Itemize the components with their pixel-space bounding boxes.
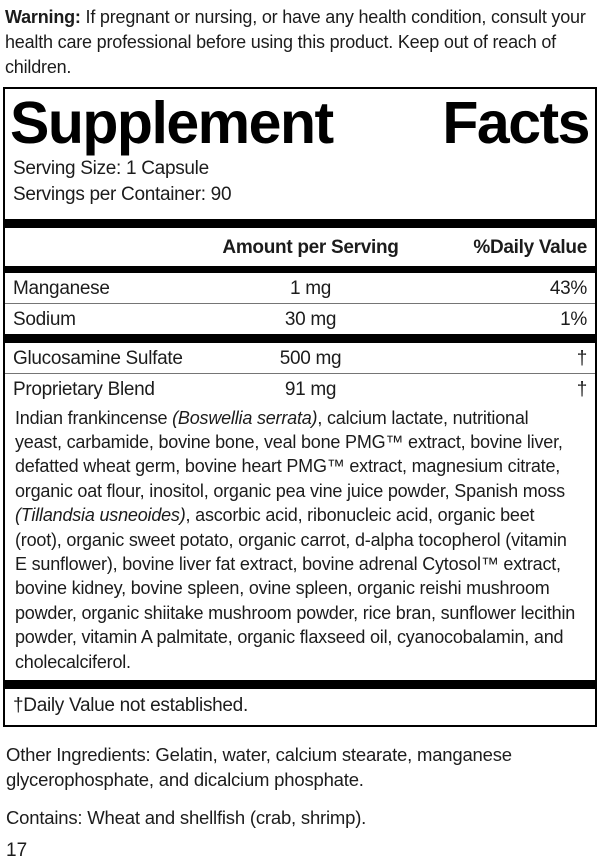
other-ingredients-text: Other Ingredients: Gelatin, water, calcium stearate, manganese glycerophosphate, and dicalcium phosphate. — [6, 744, 512, 791]
allergen-contains-text: Contains: Wheat and shellfish (crab, shrimp). — [6, 807, 367, 829]
panel-title — [5, 89, 595, 156]
header-spacer — [13, 236, 218, 259]
nutrient-amount: 91 mg — [284, 378, 337, 400]
daily-value-footnote: †Daily Value not established. — [13, 695, 248, 717]
serving-size: Serving Size: 1 Capsule — [13, 157, 209, 179]
warning-label: Warning: — [5, 7, 81, 27]
nutrient-name: Glucosamine Sulfate — [13, 347, 183, 369]
nutrient-row-proprietary-blend — [5, 374, 595, 404]
warning-body: If pregnant or nursing, or have any health condition, consult your health care professional before using this product. Keep out of reach of children. — [5, 7, 586, 77]
col-header-daily-value: %Daily Value — [473, 236, 587, 258]
panel-title-word-2: Facts — [442, 90, 589, 156]
nutrient-daily-value: 1% — [560, 308, 587, 330]
nutrient-daily-value: † — [576, 347, 587, 369]
nutrient-name: Sodium — [13, 308, 76, 330]
nutrient-name: Manganese — [13, 277, 110, 299]
nutrient-amount: 30 mg — [284, 308, 337, 330]
nutrient-row-manganese — [5, 273, 595, 304]
nutrient-amount: 1 mg — [289, 277, 332, 299]
nutrient-row-glucosamine-sulfate — [5, 343, 595, 374]
panel-title-word-1: Supplement — [10, 90, 333, 156]
servings-per-container: Servings per Container: 90 — [13, 183, 232, 205]
nutrient-daily-value: † — [576, 378, 587, 400]
table-header-row — [5, 228, 595, 266]
warning-text — [3, 5, 597, 80]
divider-thick-bottom — [5, 680, 595, 689]
divider-under-header — [5, 266, 595, 273]
supplement-facts-panel — [3, 87, 597, 727]
col-header-amount: Amount per Serving — [222, 236, 399, 258]
nutrient-name: Proprietary Blend — [13, 378, 155, 400]
nutrient-daily-value: 43% — [549, 277, 587, 299]
divider-thick-middle — [5, 334, 595, 343]
proprietary-blend-description: Indian frankincense (Boswellia serrata), calcium lactate, nutritional yeast, carbamide, bovine bone, veal bone PMG™ extract, bovine liver, defatted wheat germ, bovine heart PMG™ extract, magnesium citrate, organic oat flour, inositol, organic pea vine juice powder, Spanish moss (Tillandsia usneoides), ascorbic acid, ribonucleic acid, organic beet (root), organic sweet potato, organic carrot, d-alpha tocopherol (vitamin E sunflower), bovine liver fat extract, bovine adrenal Cytosol™ extract, bovine kidney, bovine spleen, ovine spleen, organic reishi mushroom powder, organic shiitake mushroom powder, rice bran, sunflower lecithin powder, vitamin A palmitate, organic flaxseed oil, cyanocobalamin, and cholecalciferol. — [15, 407, 576, 672]
nutrient-amount: 500 mg — [279, 347, 342, 369]
nutrient-row-sodium — [5, 304, 595, 334]
page-number: 17 — [6, 840, 28, 862]
divider-thick-top — [5, 219, 595, 228]
